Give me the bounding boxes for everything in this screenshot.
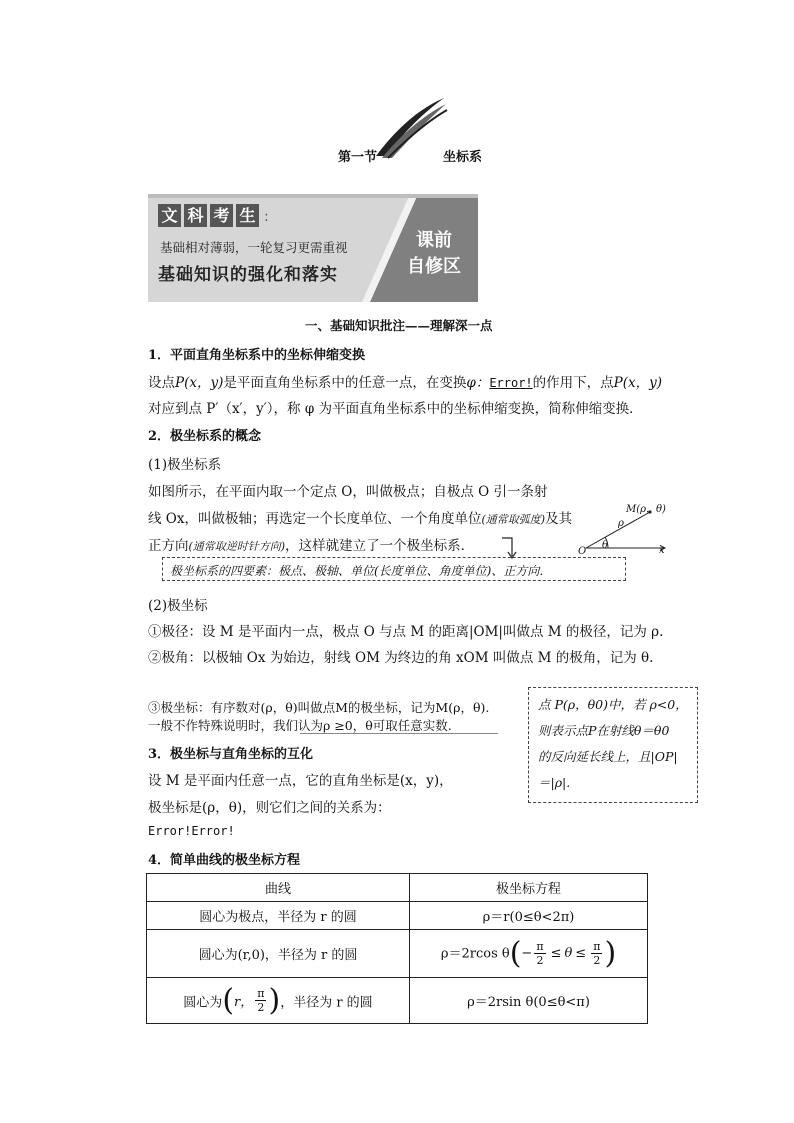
badge-colon: : xyxy=(264,209,269,225)
banner-badge xyxy=(158,204,269,227)
section-1-line-1 xyxy=(148,371,662,391)
margin-note: (通常取逆时针方向) xyxy=(188,540,286,553)
text-run: θ xyxy=(564,946,573,961)
text-run: ，半径为 r 的圆 xyxy=(280,995,373,1010)
table-row xyxy=(147,978,648,1024)
table-header-row xyxy=(147,874,648,902)
polar-radius-definition: ①极径：设 M 是平面内一点，极点 O 与点 M 的距离|OM|叫做点 M 的极径，记为 ρ. xyxy=(148,624,664,640)
fraction-num: π xyxy=(257,987,265,1000)
diagram-label-origin: O xyxy=(578,546,587,557)
side-note-line: 则表示点P在射线θ＝θ0 xyxy=(538,723,670,738)
table-row xyxy=(147,930,648,978)
underline-stroke xyxy=(300,733,498,734)
text-run: 设点 xyxy=(148,375,175,391)
section-2-heading: 2．极坐标系的概念 xyxy=(148,429,262,444)
side-note-line: 的反向延长线上，且|OP| xyxy=(538,749,678,764)
table-cell: 圆心为(r,0)，半径为 r 的圆 xyxy=(147,930,410,978)
fraction-den: 2 xyxy=(536,954,544,967)
diagram-label-m: M(ρ，θ) xyxy=(626,504,666,515)
banner-side-line: 自修区 xyxy=(407,256,461,277)
error-placeholder: Error!Error! xyxy=(148,824,235,838)
polar-coordinate-definition: ③极坐标：有序数对(ρ，θ)叫做点M的极坐标，记为M(ρ，θ). xyxy=(148,700,490,715)
text-run: 及其 xyxy=(545,511,573,527)
paragraph-line xyxy=(148,507,572,527)
table-cell: 圆心为极点，半径为 r 的圆 xyxy=(147,902,410,930)
fraction xyxy=(534,940,545,967)
diagram-label-rho: ρ xyxy=(618,518,624,529)
point-expression xyxy=(222,982,281,1018)
paren-close: ) xyxy=(604,935,617,971)
text-run: r， xyxy=(234,995,254,1010)
badge-char: 文 xyxy=(158,204,181,227)
section-number: 第一节 xyxy=(338,150,378,165)
fraction-den: 2 xyxy=(593,954,601,967)
text-run: 是平面直角坐标系中的任意一点，在变换 xyxy=(223,375,467,391)
text-run: 线 Ox，叫做极轴；再选定一个长度单位、一个角度单位 xyxy=(148,511,482,527)
section-3-heading: 3．极坐标与直角坐标的互化 xyxy=(148,747,314,762)
section-title: 坐标系 xyxy=(443,150,483,165)
badge-char: 生 xyxy=(236,204,259,227)
fraction xyxy=(255,987,266,1014)
paragraph-line xyxy=(148,534,474,554)
text-run: P(x，y) xyxy=(613,375,663,391)
side-note-line: ＝|ρ|. xyxy=(538,775,571,790)
text-run: 正方向 xyxy=(148,538,189,554)
chapter-banner xyxy=(148,194,478,302)
section-swoosh-logo xyxy=(372,96,448,160)
section-3-line-1: 设 M 是平面内任意一点，它的直角坐标是(x，y)， xyxy=(148,773,453,789)
section-1-line-2: 对应到点 P′（x′，y′），称 φ 为平面直角坐标系中的坐标伸缩变换，简称伸缩变换． xyxy=(148,401,643,417)
text-run: 圆心为 xyxy=(183,995,223,1010)
table-cell: ρ＝r(0≤θ<2π) xyxy=(410,902,648,930)
text-run: ≤ xyxy=(575,946,587,961)
subheading-polar-coordinates: (2)极坐标 xyxy=(148,598,208,614)
table-header: 极坐标方程 xyxy=(410,874,648,902)
table-cell xyxy=(147,978,410,1024)
text-run: ，这样就建立了一个极坐标系． xyxy=(285,538,475,554)
fraction xyxy=(591,940,602,967)
part-heading: 一、基础知识批注——理解深一点 xyxy=(305,318,493,333)
badge-char: 科 xyxy=(184,204,207,227)
side-note xyxy=(538,692,688,796)
table-cell xyxy=(410,930,648,978)
section-1-heading: 1．平面直角坐标系中的坐标伸缩变换 xyxy=(148,348,366,363)
polar-equations-table xyxy=(146,873,648,1024)
error-placeholder: Error! xyxy=(489,376,533,390)
table-cell: ρ＝2rsin θ(0≤θ<π) xyxy=(410,978,648,1024)
polar-angle-definition: ②极角：以极轴 Ox 为始边，射线 OM 为终边的角 xOM 叫做点 M 的极角，记为 θ. xyxy=(148,650,654,666)
banner-subtitle: 基础相对薄弱，一轮复习更需重视 xyxy=(160,240,348,255)
section-3-line-2: 极坐标是(ρ，θ)，则它们之间的关系为： xyxy=(148,800,391,816)
fraction-num: π xyxy=(536,940,544,953)
range-expression xyxy=(509,935,617,971)
text-run: φ： xyxy=(466,375,490,391)
banner-side-line: 课前 xyxy=(416,230,452,251)
paren-close: ) xyxy=(268,982,281,1018)
paren-open: ( xyxy=(509,935,522,971)
subheading-polar-system: (1)极坐标系 xyxy=(148,457,222,473)
paren-open: ( xyxy=(222,982,235,1018)
fraction-den: 2 xyxy=(257,1001,265,1014)
badge-char: 考 xyxy=(210,204,233,227)
diagram-label-theta: θ xyxy=(602,540,609,551)
banner-headline: 基础知识的强化和落实 xyxy=(158,265,338,285)
section-4-heading: 4．简单曲线的极坐标方程 xyxy=(148,853,301,868)
text-run: P(x，y) xyxy=(175,375,224,391)
four-elements-note: 极坐标系的四要素：极点、极轴、单位(长度单位、角度单位)、正方向． xyxy=(170,564,552,578)
text-run: − xyxy=(521,946,533,961)
paragraph-line: 如图所示，在平面内取一个定点 O，叫做极点；自极点 O 引一条射 xyxy=(148,484,548,500)
banner-side-label xyxy=(394,228,474,280)
equation-text: ρ＝2rcos θ xyxy=(440,946,510,961)
table-row xyxy=(147,902,648,930)
table-header: 曲线 xyxy=(147,874,410,902)
polar-default-range: 一般不作特殊说明时，我们认为ρ ≥0，θ可取任意实数. xyxy=(148,718,452,733)
diagram-label-x: x xyxy=(659,545,665,556)
margin-note: (通常取弧度) xyxy=(481,513,546,526)
text-run: ≤ xyxy=(550,946,562,961)
fraction-num: π xyxy=(593,940,601,953)
text-run: 的作用下，点 xyxy=(532,375,614,391)
side-note-line: 点 P(ρ，θ0)中，若 ρ<0， xyxy=(538,697,688,712)
